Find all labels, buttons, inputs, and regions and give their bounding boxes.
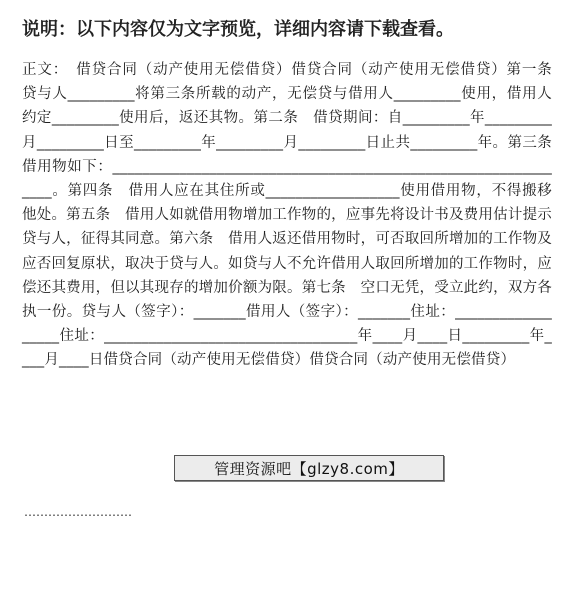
preview-notice: 说明：以下内容仅为文字预览，详细内容请下载查看。 [22,19,454,40]
site-watermark: 管理资源吧【glzy8.com】 [174,455,444,481]
contract-text: 正文： 借贷合同（动产使用无偿借贷）借贷合同（动产使用无偿借贷）第一条 贷与人_________将第三条所载的动产，无偿贷与借用人_________使用，借用人约定_________使用后，返还其物。第二条 借贷期间：自_________年_________月_________日至_________年_________月_________日止共_________年。第三条 借用物如下：_______________________________________________________________。第四条 借用人应在其住所或__________________使用借用物，不得搬移他处。第五条 借用人如就借用物增加工作物的，应事先将设计书及费用估计提示贷与人，征得其同意。第六条 借用人返还借用物时，可否取回所增加的工作物及应否回复原状，取决于贷与人。如贷与人不允许借用人取回所增加的工作物时，应偿还其费用，但以其现存的增加价额为限。第七条 空口无凭，受立此约，双方各执一份。贷与人（签字）：_______借用人（签字）：_______住址：__________________住址：__________________________________年____月____日_________年____月____日借贷合同（动产使用无偿借贷）借贷合同（动产使用无偿借贷） [22,62,567,369]
more-content-ellipsis: ……………………… [24,505,132,519]
